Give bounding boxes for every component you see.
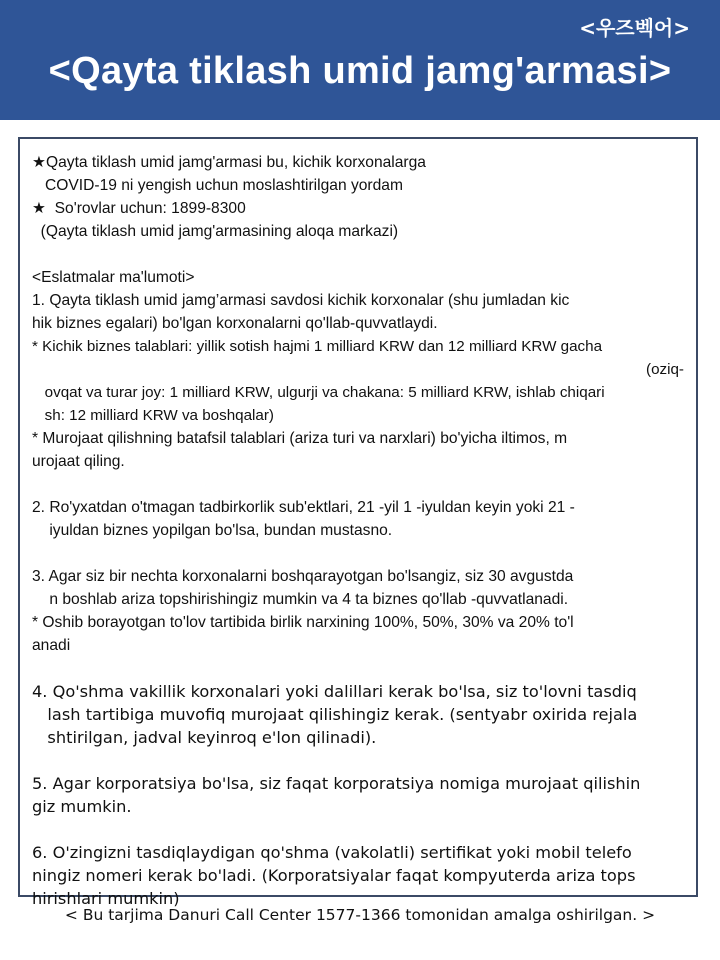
- note-4-line: shtirilgan, jadval keyinroq e'lon qilinadi).: [32, 728, 377, 747]
- intro-line: COVID-19 ni yengish uchun moslashtirilgan yordam: [32, 177, 403, 194]
- translation-footer: < Bu tarjima Danuri Call Center 1577-1366 tomonidan amalga oshirilgan. >: [64, 906, 656, 924]
- note-1-line: * Kichik biznes talablari: yillik sotish hajmi 1 milliard KRW dan 12 milliard KRW gacha: [32, 338, 603, 355]
- spacer: [32, 473, 684, 496]
- intro-line: (Qayta tiklash umid jamg'armasining aloqa markazi): [32, 223, 399, 240]
- intro-line: ★ So'rovlar uchun: 1899-8300: [32, 200, 246, 217]
- spacer: [32, 749, 684, 772]
- note-4-line: 4. Qo'shma vakillik korxonalari yoki dalillari kerak bo'lsa, siz to'lovni tasdiq: [32, 682, 637, 701]
- note-1-line: urojaat qiling.: [32, 453, 125, 470]
- note-1-line: * Murojaat qilishning batafsil talablari (ariza turi va narxlari) bo'yicha iltimos, m: [32, 430, 568, 447]
- note-1-line: ovqat va turar joy: 1 milliard KRW, ulgurji va chakana: 5 milliard KRW, ishlab chiqari: [32, 384, 605, 401]
- intro-line: ★Qayta tiklash umid jamg'armasi bu, kichik korxonalarga: [32, 154, 426, 171]
- page-title: <Qayta tiklash umid jamg'armasi>: [48, 50, 672, 92]
- note-4-line: lash tartibiga muvofiq murojaat qilishingiz kerak. (sentyabr oxirida rejala: [32, 705, 638, 724]
- note-3-line: anadi: [32, 637, 71, 654]
- note-5-line: giz mumkin.: [32, 797, 132, 816]
- header-banner: [0, 0, 720, 120]
- note-3-line: * Oshib borayotgan to'lov tartibida birlik narxining 100%, 50%, 30% va 20% to'l: [32, 614, 574, 631]
- language-tag: <우즈벡어>: [579, 16, 690, 40]
- spacer: [32, 542, 684, 565]
- note-1-line: hik biznes egalari) bo'lgan korxonalarni qo'llab-quvvatlaydi.: [32, 315, 438, 332]
- note-3-line: 3. Agar siz bir nechta korxonalarni boshqarayotgan bo'lsangiz, siz 30 avgustda: [32, 568, 574, 585]
- note-6-line: 6. O'zingizni tasdiqlaydigan qo'shma (vakolatli) sertifikat yoki mobil telefo: [32, 843, 632, 862]
- note-6-line: hirishlari mumkin): [32, 889, 180, 908]
- note-6-line: ningiz nomeri kerak bo'ladi. (Korporatsiyalar faqat kompyuterda ariza tops: [32, 866, 636, 885]
- note-5-line: 5. Agar korporatsiya bo'lsa, siz faqat korporatsiya nomiga murojaat qilishin: [32, 774, 641, 793]
- note-2-line: iyuldan biznes yopilgan bo'lsa, bundan mustasno.: [32, 522, 393, 539]
- spacer: [32, 818, 684, 841]
- note-1-line: (oziq-: [646, 361, 684, 378]
- note-3-line: n boshlab ariza topshirishingiz mumkin va 4 ta biznes qo'llab -quvvatlanadi.: [32, 591, 569, 608]
- content-panel: [18, 137, 698, 908]
- spacer: [32, 657, 684, 680]
- content-body: [32, 151, 684, 910]
- note-2-line: 2. Ro'yxatdan o'tmagan tadbirkorlik sub'ektlari, 21 -yil 1 -iyuldan keyin yoki 21 -: [32, 499, 575, 516]
- note-1-line: sh: 12 milliard KRW va boshqalar): [32, 407, 274, 424]
- notes-heading: <Eslatmalar ma'lumoti>: [32, 269, 195, 286]
- note-1-line: 1. Qayta tiklash umid jamg’armasi savdosi kichik korxonalar (shu jumladan kic: [32, 292, 570, 309]
- spacer: [32, 243, 684, 266]
